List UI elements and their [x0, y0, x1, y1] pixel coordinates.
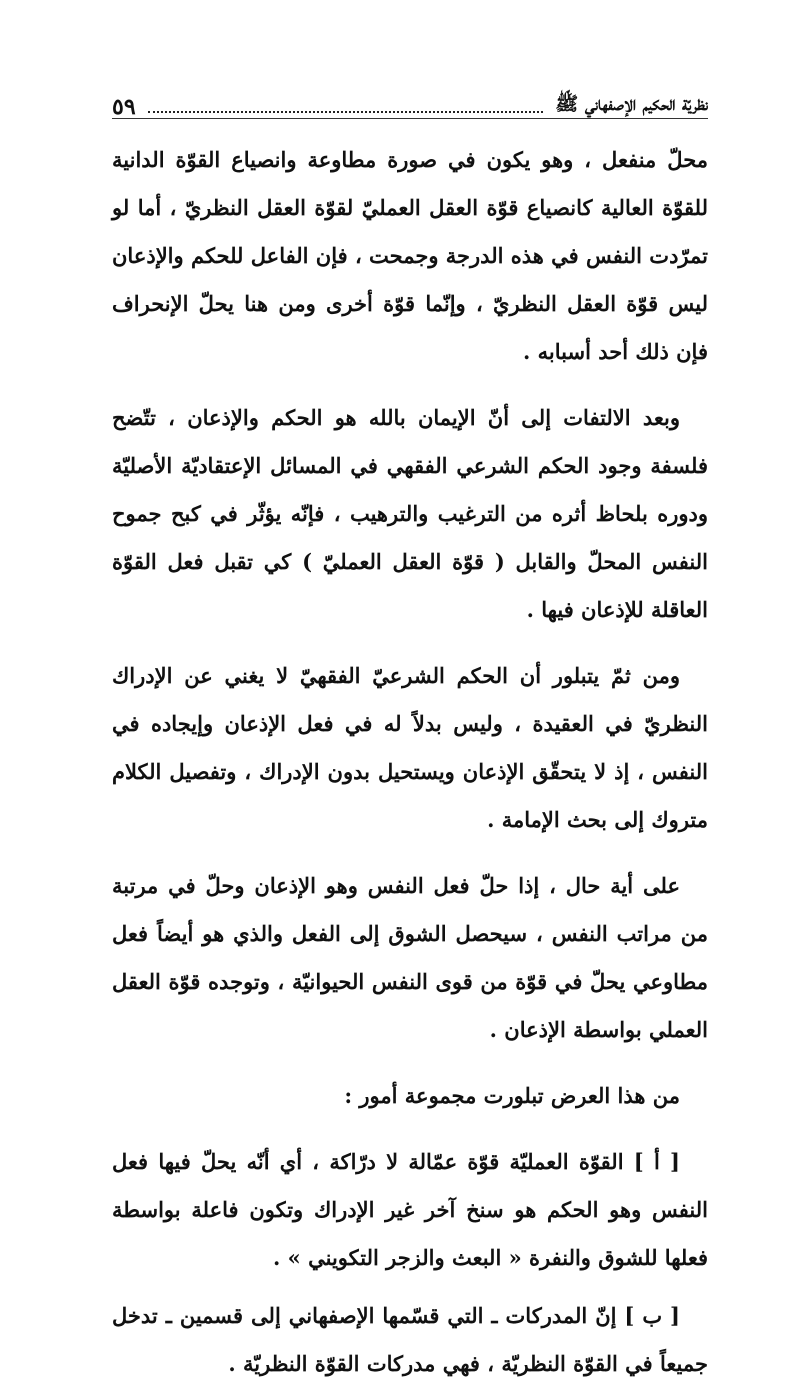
paragraph: وبعد الالتفات إلى أنّ الإيمان بالله هو الحكم والإذعان ، تتّضح فلسفة وجود الحكم الشرعي الفقهي في المسائل الإعتقاديّة الأصليّة ودوره بلحاظ أثره من الترغيب والترهيب ، فإنّه يؤثّر في كبح جموح النفس المحلّ والقابل ( قوّة العقل العمليّ ) كي تقبل فعل القوّة العاقلة للإذعان فيها . [112, 405, 708, 622]
paragraph: محلّ منفعل ، وهو يكون في صورة مطاوعة وانصياع القوّة الدانية للقوّة العالية كانصياع قوّة العقل العمليّ لقوّة العقل النظريّ ، أما لو تمرّدت النفس في هذه الدرجة وجمحت ، فإن الفاعل للحكم والإذعان ليس قوّة العقل النظريّ ، وإنّما قوّة أخرى ومن هنا يحلّ الإنحراف فإن ذلك أحد أسبابه . [112, 147, 708, 364]
paragraph: ومن ثمّ يتبلور أن الحكم الشرعيّ الفقهيّ لا يغني عن الإدراك النظريّ في العقيدة ، وليس بدلاً له في فعل الإذعان وإيجاده في النفس ، إذ لا يتحقّق الإذعان ويستحيل بدون الإدراك ، وتفصيل الكلام متروك إلى بحث الإمامة . [112, 663, 708, 832]
header-title: نظريّة الحكيم الإصفهاني ﷺ [555, 93, 708, 115]
list-item: [ ب ] إنّ المدركات ـ التي قسّمها الإصفهاني إلى قسمين ـ تدخل جميعاً في القوّة النظريّة ، فهي مدركات القوّة النظريّة . [112, 1303, 708, 1376]
list-item: [ أ ] القوّة العمليّة قوّة عمّالة لا درّاكة ، أي أنّه يحلّ فيها فعل النفس وهو الحكم هو سنخ آخر غير الإدراك وتكون فاعلة بواسطة فعلها للشوق والنفرة « البعث والزجر التكويني » . [112, 1149, 708, 1270]
page-number: ٥٩ [112, 94, 136, 120]
header-rule [112, 118, 708, 119]
body-text [112, 136, 708, 1398]
paragraph: على أية حال ، إذا حلّ فعل النفس وهو الإذعان وحلّ في مرتبة من مراتب النفس ، سيحصل الشوق إلى الفعل والذي هو أيضاً فعل مطاوعي يحلّ في قوّة من قوى النفس الحيوانيّة ، وتوجده قوّة العقل العملي بواسطة الإذعان . [112, 873, 708, 1042]
dot-leader [148, 111, 544, 113]
paragraph: من هذا العرض تبلورت مجموعة أمور : [344, 1083, 680, 1108]
running-header [112, 80, 708, 120]
